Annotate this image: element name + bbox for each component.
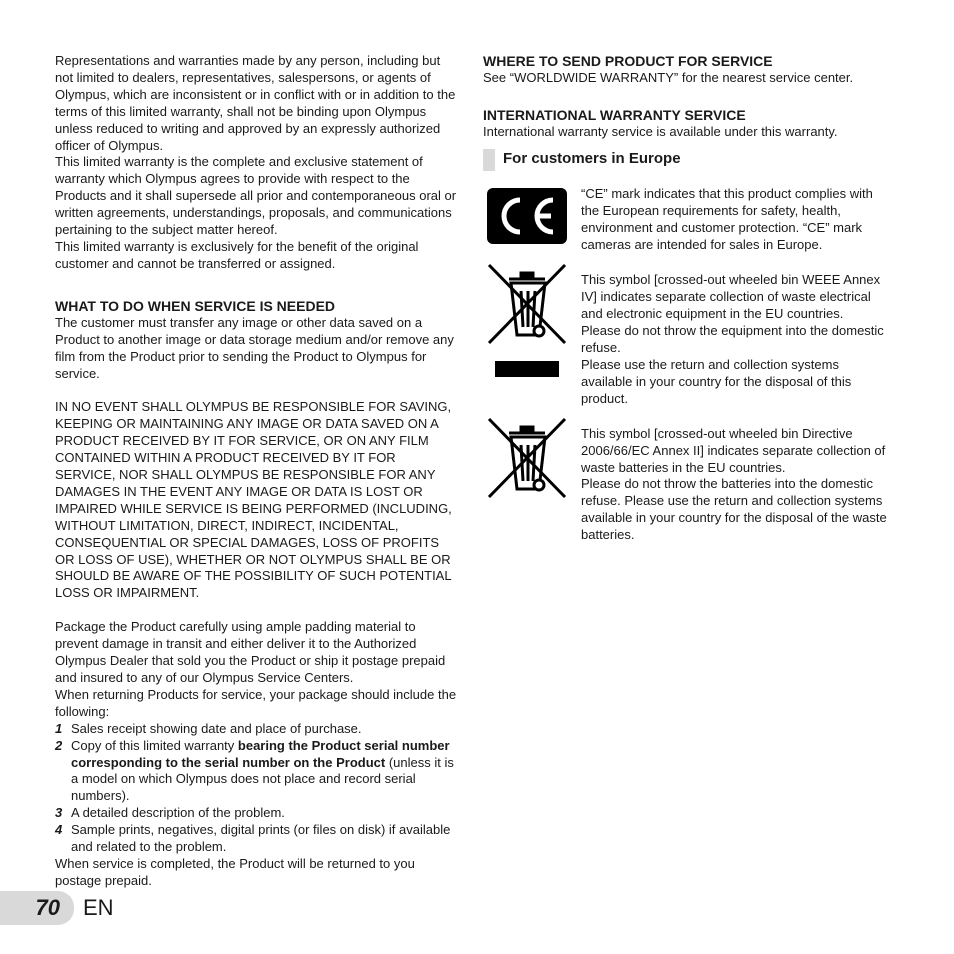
where-text: See “WORLDWIDE WARRANTY” for the nearest service center. bbox=[483, 70, 854, 85]
right-column bbox=[483, 53, 893, 544]
list-item: 2 Copy of this limited warranty bearing the Product serial number corresponding to the serial number on the Product (unless it is a model on which Olympus does not place and record serial numbers). bbox=[55, 737, 454, 804]
weee-text-2: Please do not throw the equipment into the domestic refuse. bbox=[581, 323, 884, 356]
weee-text-1: This symbol [crossed-out wheeled bin WEEE Annex IV] indicates separate collection of waste electrical and electronic equipment in the EU countries. bbox=[581, 272, 881, 322]
list-item: 3 A detailed description of the problem. bbox=[55, 805, 285, 821]
ce-text: “CE” mark indicates that this product complies with the European requirements for safety, health, environment and customer protection. “CE” mark cameras are intended for sales in Europe. bbox=[581, 185, 873, 252]
list-item: 1 Sales receipt showing date and place of purchase. bbox=[55, 720, 362, 736]
crossed-bin-icon bbox=[487, 263, 567, 381]
list-item: 4 Sample prints, negatives, digital prints (or files on disk) if available and related to the problem. bbox=[55, 822, 451, 855]
intl-heading: INTERNATIONAL WARRANTY SERVICE bbox=[483, 106, 746, 123]
service-paragraph-3: Package the Product carefully using ample padding material to prevent damage in transit and either deliver it to the Authorized Olympus Dealer that sold you the Product or ship it postage prepaid and insured to any of our Olympus Service Centers. bbox=[55, 619, 446, 685]
service-heading: WHAT TO DO WHEN SERVICE IS NEEDED bbox=[55, 297, 336, 314]
language-label: EN bbox=[83, 895, 114, 920]
weee-block bbox=[483, 272, 893, 407]
service-paragraph-1: The customer must transfer any image or other data saved on a Product to another image or data storage medium and/or remove any film from the Product prior to sending the Product to Olympus for service. bbox=[55, 314, 454, 381]
warranty-paragraph-2: This limited warranty is the complete and exclusive statement of warranty which Olympus agrees to provide with respect to the Products and it shall supersede all prior and contemporaneous oral or written agreements, understandings, proposals, and communications pertaining to the subject matter hereof. bbox=[55, 154, 457, 238]
include-list bbox=[55, 721, 457, 856]
section-marker bbox=[483, 149, 495, 171]
europe-section-header bbox=[483, 149, 893, 171]
battery-block bbox=[483, 426, 893, 544]
intl-text: International warranty service is available under this warranty. bbox=[483, 123, 838, 139]
warranty-paragraph-3: This limited warranty is exclusively for the benefit of the original customer and cannot be transferred or assigned. bbox=[55, 238, 419, 271]
where-heading: WHERE TO SEND PRODUCT FOR SERVICE bbox=[483, 53, 773, 69]
ce-block bbox=[483, 186, 893, 254]
weee-text-3: Please use the return and collection systems available in your country for the disposal of this product. bbox=[581, 356, 852, 406]
service-paragraph-4: When returning Products for service, your package should include the following: bbox=[55, 686, 457, 719]
battery-text-2: Please do not throw the batteries into the domestic refuse. Please use the return and collection systems available in your country for the disposal of the waste batteries. bbox=[581, 476, 887, 543]
warranty-paragraph-1: Representations and warranties made by any person, including but not limited to dealers, representatives, salespersons, or agents of Olympus, which are inconsistent or in conflict with or in addition to the terms of this limited warranty, shall not be binding upon Olympus unless reduced to writing and approved by an expressly authorized officer of Olympus. bbox=[55, 53, 456, 153]
closing-paragraph: When service is completed, the Product will be returned to you postage prepaid. bbox=[55, 855, 415, 888]
page-number: 70 bbox=[35, 895, 60, 920]
ce-mark-icon bbox=[487, 188, 567, 244]
battery-text-1: This symbol [crossed-out wheeled bin Directive 2006/66/EC Annex II] indicates separate collection of waste batteries in the EU countries. bbox=[581, 425, 886, 475]
europe-title: For customers in Europe bbox=[503, 150, 681, 168]
crossed-bin-icon bbox=[487, 417, 567, 501]
left-column bbox=[55, 53, 457, 890]
service-paragraph-2: IN NO EVENT SHALL OLYMPUS BE RESPONSIBLE FOR SAVING, KEEPING OR MAINTAINING ANY IMAGE OR DATA SAVED ON A PRODUCT RECEIVED BY IT FOR SERVICE, OR ON ANY FILM CONTAINED WITHIN A PRODUCT RECEIVED BY IT FOR SERVICE, NOR SHALL OLYMPUS BE RESPONSIBLE FOR ANY DAMAGES IN THE EVENT ANY IMAGE OR DATA IS LOST OR IMPAIRED WHILE SERVICE IS BEING PERFORMED (INCLUDING, WITHOUT LIMITATION, DIRECT, INDIRECT, INCIDENTAL, CONSEQUENTIAL OR SPECIAL DAMAGES, LOSS OF PROFITS OR LOSS OF USE), WHETHER OR NOT OLYMPUS SHALL BE OR SHOULD BE AWARE OF THE POSSIBILITY OF SUCH POTENTIAL LOSS OR IMPAIRMENT. bbox=[55, 399, 452, 601]
page-number-tab bbox=[0, 891, 74, 925]
